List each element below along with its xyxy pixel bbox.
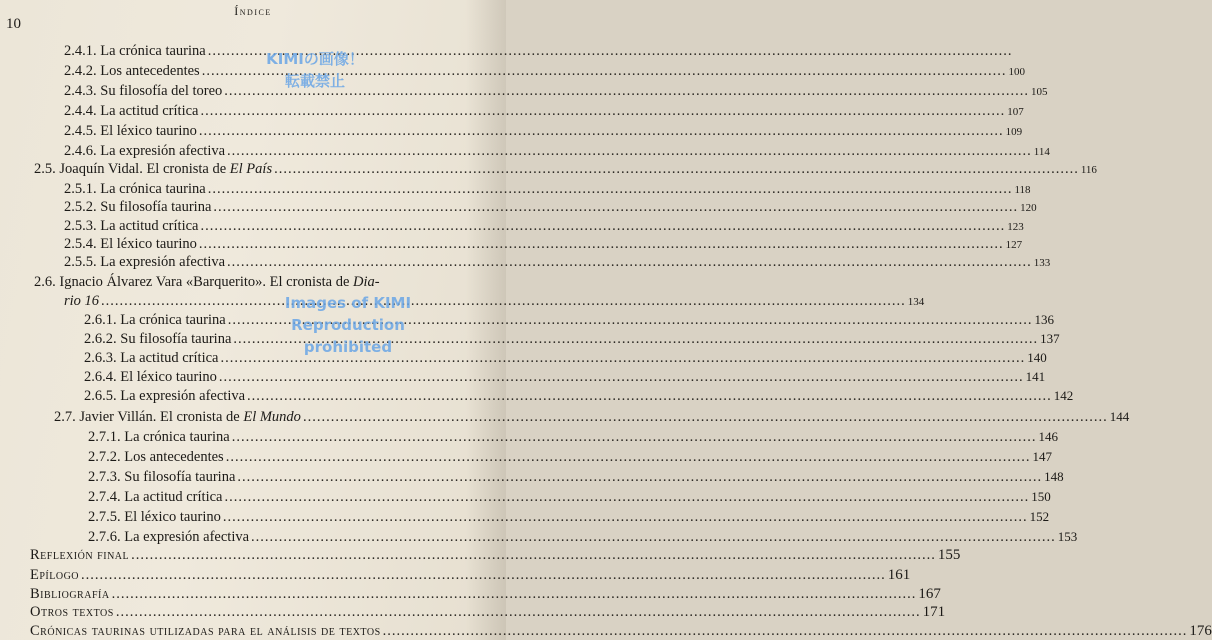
toc-number: 2.5.4. — [64, 236, 97, 252]
toc-title: Epílogo — [30, 567, 80, 583]
toc-number: 2.4.4. — [64, 103, 97, 119]
toc-title: El léxico taurino — [100, 236, 197, 252]
toc-page: 109 — [1005, 126, 1023, 138]
toc-number: 2.7.5. — [88, 509, 121, 525]
toc-title: rio 16 — [64, 293, 100, 309]
toc-title: La expresión afectiva — [120, 388, 246, 404]
toc-page: 127 — [1005, 239, 1023, 251]
toc-number: 2.5.2. — [64, 199, 97, 215]
toc-number: 2.4.2. — [64, 63, 97, 79]
toc-title: La crónica taurina — [124, 429, 230, 445]
toc-page: 142 — [1053, 388, 1074, 403]
toc-number: 2.7.4. — [88, 489, 121, 505]
dot-leader — [200, 102, 1005, 120]
toc-page: 123 — [1007, 221, 1024, 233]
toc-page: 118 — [1014, 184, 1031, 196]
dot-leader — [237, 468, 1042, 486]
watermark-japanese: KIMIの画像！ 転載禁止 — [266, 50, 364, 90]
toc-number: 2.5.3. — [64, 218, 97, 234]
toc-page: 155 — [937, 547, 961, 563]
toc-entry — [88, 488, 1051, 506]
toc-entry — [64, 102, 1024, 121]
toc-title: La crónica taurina — [100, 43, 206, 59]
toc-number: 2.7.3. — [88, 469, 121, 485]
toc-number: 2.6. — [34, 274, 56, 290]
toc-page: 152 — [1029, 509, 1050, 524]
toc-title: Su filosofía taurina — [120, 331, 232, 347]
toc-page: 136 — [1034, 312, 1054, 327]
toc-page: 107 — [1007, 106, 1024, 118]
toc-page: 137 — [1040, 331, 1060, 346]
dot-leader — [112, 585, 917, 603]
dot-leader — [199, 235, 1004, 253]
toc-title: Los antecedentes — [124, 449, 224, 465]
toc-page: 134 — [907, 296, 925, 308]
toc-page: 120 — [1020, 202, 1037, 214]
toc-entry — [64, 142, 1050, 161]
toc-entry-backmatter — [30, 546, 961, 564]
dot-leader — [116, 603, 921, 621]
dot-leader — [274, 160, 1079, 178]
toc-number: 2.6.2. — [84, 331, 117, 347]
toc-number: 2.6.5. — [84, 388, 117, 404]
dot-leader — [247, 387, 1052, 405]
dot-leader — [199, 122, 1004, 140]
toc-page: 140 — [1027, 350, 1047, 365]
dot-leader — [223, 508, 1028, 526]
dot-leader — [303, 408, 1108, 426]
dot-leader — [224, 488, 1029, 506]
page-edge-shadow — [466, 0, 506, 640]
toc-title: La actitud crítica — [100, 103, 199, 119]
toc-entry-section — [34, 273, 474, 291]
toc-title: La actitud crítica — [120, 350, 219, 366]
toc-number: 2.7.6. — [88, 529, 121, 545]
toc-title: La expresión afectiva — [100, 143, 226, 159]
toc-number: 2.5.1. — [64, 181, 97, 197]
toc-title: Su filosofía taurina — [124, 469, 236, 485]
toc-title: Reflexión final — [30, 547, 130, 563]
toc-title: La actitud crítica — [100, 218, 199, 234]
toc-page: 148 — [1044, 469, 1064, 484]
dot-leader — [213, 198, 1018, 216]
toc-title: El léxico taurino — [120, 369, 217, 385]
toc-page: 100 — [1008, 66, 1025, 78]
toc-page: 171 — [922, 604, 946, 620]
toc-title: Bibliografía — [30, 586, 110, 602]
toc-title: Su filosofía del toreo — [100, 83, 223, 99]
toc-page: 105 — [1031, 86, 1048, 98]
toc-page: 146 — [1038, 429, 1058, 444]
toc-title: Joaquín Vidal. El cronista de El País — [59, 161, 273, 177]
toc-title: El léxico taurino — [124, 509, 221, 525]
toc-entry — [84, 368, 1046, 386]
toc-entry — [88, 468, 1064, 486]
toc-title: Javier Villán. El cronista de El Mundo — [79, 409, 301, 425]
toc-entry-backmatter — [30, 566, 911, 584]
toc-entry — [88, 508, 1050, 526]
dot-leader — [131, 546, 936, 564]
toc-entry — [64, 180, 1031, 199]
toc-entry — [64, 198, 1037, 217]
toc-title: La expresión afectiva — [124, 529, 250, 545]
toc-number: 2.7.1. — [88, 429, 121, 445]
toc-title: Los antecedentes — [100, 63, 200, 79]
toc-number: 2.5. — [34, 161, 56, 177]
toc-entry — [84, 387, 1074, 405]
toc-entry — [88, 528, 1078, 546]
toc-title: Otros textos — [30, 604, 114, 620]
toc-entry-backmatter — [30, 585, 941, 603]
dot-leader — [227, 253, 1032, 271]
toc-title: La crónica taurina — [100, 181, 206, 197]
toc-entry-section — [54, 408, 1130, 426]
toc-entry — [64, 217, 1024, 236]
toc-number: 2.6.3. — [84, 350, 117, 366]
toc-entry-section — [34, 160, 1097, 179]
toc-page: 144 — [1109, 409, 1130, 424]
toc-entry-backmatter — [30, 603, 946, 621]
dot-leader — [232, 428, 1037, 446]
toc-number: 2.7. — [54, 409, 76, 425]
toc-page: 153 — [1057, 529, 1078, 544]
toc-title: El léxico taurino — [100, 123, 197, 139]
page-number: 10 — [6, 16, 21, 32]
toc-page: 147 — [1032, 449, 1052, 464]
toc-page: 133 — [1033, 257, 1051, 269]
toc-number: 2.4.1. — [64, 43, 97, 59]
dot-leader — [227, 142, 1032, 160]
dot-leader — [251, 528, 1056, 546]
toc-page: 116 — [1080, 164, 1097, 176]
toc-number: 2.4.3. — [64, 83, 97, 99]
toc-title: Ignacio Álvarez Vara «Barquerito». El cronista de Dia- — [59, 274, 380, 290]
toc-page: 141 — [1025, 369, 1046, 384]
toc-entry — [88, 448, 1052, 466]
dot-leader — [200, 217, 1005, 235]
toc-title: La expresión afectiva — [100, 254, 226, 270]
toc-number: 2.4.6. — [64, 143, 97, 159]
toc-number: 2.6.1. — [84, 312, 117, 328]
toc-number: 2.7.2. — [88, 449, 121, 465]
dot-leader — [226, 448, 1031, 466]
toc-entry — [64, 253, 1051, 272]
toc-number: 2.6.4. — [84, 369, 117, 385]
toc-title: La crónica taurina — [120, 312, 226, 328]
toc-entry — [64, 235, 1023, 254]
toc-page: 161 — [887, 567, 911, 583]
toc-number: 2.5.5. — [64, 254, 97, 270]
toc-page: 167 — [918, 586, 941, 602]
toc-number: 2.4.5. — [64, 123, 97, 139]
toc-page: 114 — [1033, 146, 1050, 158]
toc-entry-backmatter-hidden — [30, 622, 1212, 640]
toc-entry — [64, 122, 1023, 141]
toc-title: Crónicas taurinas utilizadas para el análisis de textos — [30, 623, 381, 639]
running-head: Índice — [234, 4, 272, 18]
dot-leader — [219, 368, 1024, 386]
toc-title: Su filosofía taurina — [100, 199, 212, 215]
toc-page: 176 — [1189, 623, 1212, 639]
watermark-english: Images of KIMI Reproduction prohibited — [284, 294, 412, 356]
dot-leader — [208, 180, 1013, 198]
toc-entry — [88, 428, 1058, 446]
toc-page: 150 — [1031, 489, 1051, 504]
toc-title: La actitud crítica — [124, 489, 223, 505]
